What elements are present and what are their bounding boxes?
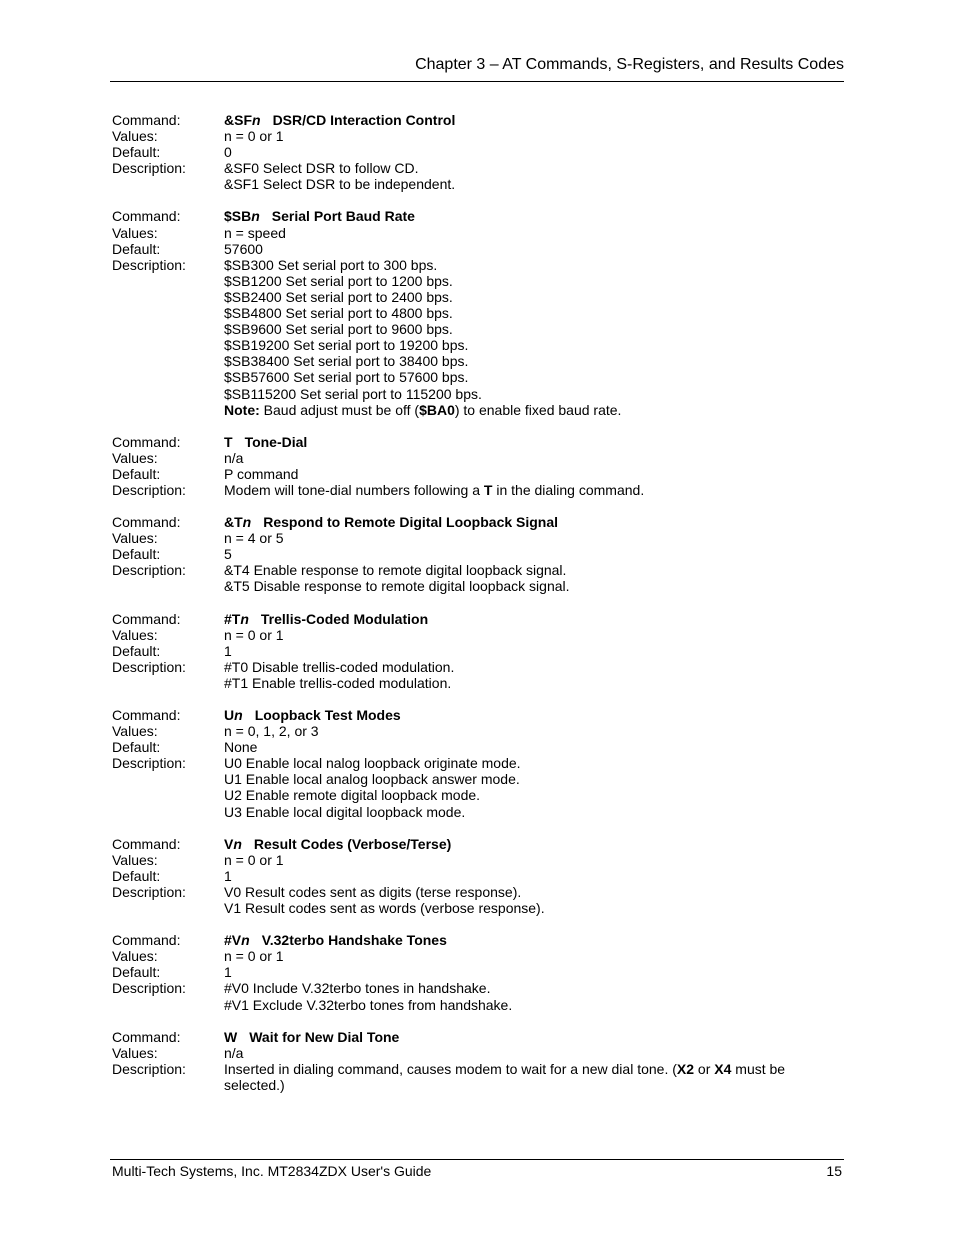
values-text: n = 0 or 1 (224, 128, 284, 145)
default-text: 57600 (224, 240, 263, 257)
footer-title: Multi-Tech Systems, Inc. MT2834ZDX User's Guide (112, 1163, 432, 1179)
values-label: Values: (112, 530, 158, 547)
values-label: Values: (112, 1044, 158, 1061)
values-text: n = 4 or 5 (224, 530, 284, 547)
description-label: Description: (112, 256, 186, 273)
default-text: 0 (224, 144, 232, 161)
default-text: 1 (224, 867, 232, 884)
values-text: n/a (224, 449, 244, 466)
values-label: Values: (112, 723, 158, 740)
command-label: Command: (112, 514, 181, 531)
default-label: Default: (112, 867, 161, 884)
command-label: Command: (112, 835, 181, 852)
command-entry (112, 1029, 844, 1093)
page-header (110, 55, 844, 82)
description-label: Description: (112, 658, 186, 675)
default-label: Default: (112, 144, 161, 161)
values-text: n = 0 or 1 (224, 626, 284, 643)
command-label: Command: (112, 932, 181, 949)
default-text: 1 (224, 964, 232, 981)
default-text: 5 (224, 546, 232, 563)
command-entry (112, 611, 844, 691)
command-heading: T Tone-Dial (224, 433, 308, 450)
values-label: Values: (112, 626, 158, 643)
values-label: Values: (112, 851, 158, 868)
page-number: 15 (826, 1163, 842, 1179)
command-heading: W Wait for New Dial Tone (224, 1028, 400, 1045)
values-label: Values: (112, 128, 158, 145)
command-heading: #Tn Trellis-Coded Modulation (224, 610, 429, 627)
command-label: Command: (112, 1028, 181, 1045)
values-text: n = 0, 1, 2, or 3 (224, 723, 319, 740)
command-label: Command: (112, 433, 181, 450)
values-text: n/a (224, 1044, 244, 1061)
description-label: Description: (112, 160, 186, 177)
command-heading: &SFn DSR/CD Interaction Control (224, 112, 456, 128)
values-text: n = 0 or 1 (224, 851, 284, 868)
command-entry (112, 836, 844, 916)
command-label: Command: (112, 707, 181, 723)
description-text: &T4 Enable response to remote digital loopback signal. &T5 Disable response to remote digital loopback signal. (224, 562, 570, 595)
command-entry (112, 707, 844, 820)
default-label: Default: (112, 546, 161, 563)
description-label: Description: (112, 562, 186, 579)
command-label: Command: (112, 610, 181, 627)
command-entry (112, 208, 844, 417)
default-label: Default: (112, 642, 161, 659)
command-heading: &Tn Respond to Remote Digital Loopback Signal (224, 514, 559, 531)
values-label: Values: (112, 449, 158, 466)
command-entry (112, 112, 844, 192)
default-label: Default: (112, 240, 161, 257)
description-text: Modem will tone-dial numbers following a T in the dialing command. (224, 481, 645, 498)
values-label: Values: (112, 224, 158, 241)
default-label: Default: (112, 465, 161, 482)
values-text: n = speed (224, 224, 286, 241)
description-text: U0 Enable local nalog loopback originate mode. U1 Enable local analog loopback answer mode. U2 Enable remote digital loopback mode. U3 Enable local digital loopback mode. (224, 755, 521, 820)
command-entry (112, 434, 844, 498)
description-label: Description: (112, 481, 186, 498)
description-label: Description: (112, 980, 186, 997)
values-text: n = 0 or 1 (224, 948, 284, 965)
default-text: None (224, 739, 258, 756)
description-text: &SF0 Select DSR to follow CD. &SF1 Select DSR to be independent. (224, 160, 456, 193)
command-list (112, 112, 844, 1109)
default-label: Default: (112, 964, 161, 981)
chapter-title: Chapter 3 – AT Commands, S-Registers, and Results Codes (415, 56, 844, 73)
command-label: Command: (112, 208, 181, 225)
description-text: #V0 Include V.32terbo tones in handshake. #V1 Exclude V.32terbo tones from handshake. (224, 980, 513, 1013)
description-label: Description: (112, 755, 186, 772)
command-heading: $SBn Serial Port Baud Rate (224, 208, 415, 225)
default-label: Default: (112, 739, 161, 756)
default-text: P command (224, 465, 299, 482)
command-heading: Un Loopback Test Modes (224, 707, 401, 723)
command-entry (112, 514, 844, 594)
command-heading: #Vn V.32terbo Handshake Tones (224, 932, 447, 949)
description-text: Inserted in dialing command, causes modem to wait for a new dial tone. (X2 or X4 must be selected.) (224, 1060, 786, 1093)
page-footer (110, 1159, 844, 1179)
command-label: Command: (112, 112, 181, 128)
command-heading: Vn Result Codes (Verbose/Terse) (224, 835, 452, 852)
command-entry (112, 932, 844, 1012)
default-text: 1 (224, 642, 232, 659)
description-text: #T0 Disable trellis-coded modulation. #T1 Enable trellis-coded modulation. (224, 658, 455, 691)
description-label: Description: (112, 1060, 186, 1077)
values-label: Values: (112, 948, 158, 965)
description-label: Description: (112, 883, 186, 900)
note-text: Note: Baud adjust must be off ($BA0) to enable fixed baud rate. (224, 401, 622, 418)
description-text: V0 Result codes sent as digits (terse response). V1 Result codes sent as words (verbose response). (224, 883, 545, 917)
description-text: $SB300 Set serial port to 300 bps. $SB1200 Set serial port to 1200 bps. $SB2400 Set serial port to 2400 bps. $SB4800 Set serial port to 4800 bps. $SB9600 Set serial port to 9600 bps. $SB19200 Set serial port to 19200 bps. $SB38400 Set serial port to 38400 bps. $SB57600 Set serial port to 57600 bps. $SB115200 Set serial port to 115200 bps. Note: Baud adjust must be off ($BA0) to enable fixed baud rate. (224, 257, 844, 418)
